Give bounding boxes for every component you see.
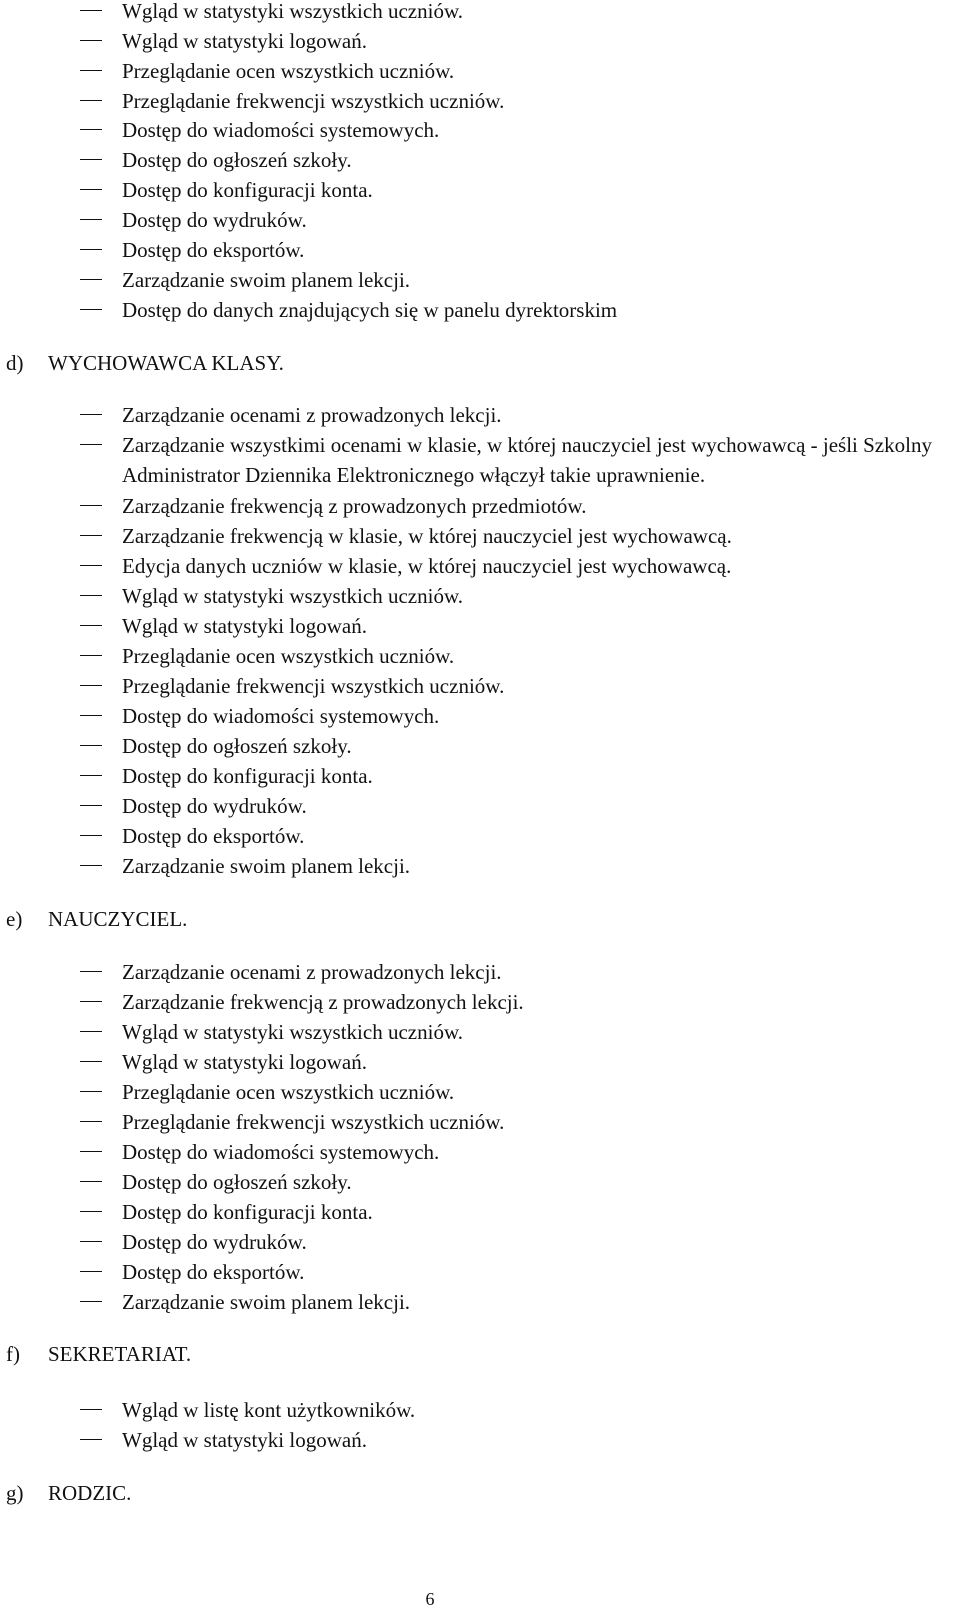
list-item: Wgląd w statystyki wszystkich uczniów. [122,1017,950,1047]
page-number: 6 [425,1589,435,1609]
dash-bullet [80,655,102,656]
list-item: Dostęp do ogłoszeń szkoły. [122,731,950,761]
dash-bullet [80,1001,102,1002]
list-item: Dostęp do ogłoszeń szkoły. [122,1167,950,1197]
dash-bullet [80,535,102,536]
list-item: Wgląd w listę kont użytkowników. [122,1395,950,1425]
list-item: Wgląd w statystyki logowań. [122,26,950,56]
dash-bullet [80,444,102,445]
list-item: Dostęp do konfiguracji konta. [122,175,950,205]
dash-bullet [80,189,102,190]
dash-bullet [80,505,102,506]
dash-bullet [80,1439,102,1440]
list-item: Dostęp do wiadomości systemowych. [122,701,950,731]
dash-bullet [80,1061,102,1062]
section-heading: d) WYCHOWAWCA KLASY. [6,351,284,375]
dash-bullet [80,565,102,566]
list-item: Dostęp do wiadomości systemowych. [122,1137,950,1167]
dash-bullet [80,309,102,310]
dash-bullet [80,1151,102,1152]
dash-bullet [80,1181,102,1182]
list-item: Dostęp do wydruków. [122,791,950,821]
list-item: Wgląd w statystyki wszystkich uczniów. [122,581,950,611]
dash-bullet [80,595,102,596]
list-item: Wgląd w statystyki wszystkich uczniów. [122,0,950,26]
dash-bullet [80,249,102,250]
list-item: Wgląd w statystyki logowań. [122,1047,950,1077]
dash-bullet [80,865,102,866]
list-item: Zarządzanie swoim planem lekcji. [122,265,950,295]
section-heading: e) NAUCZYCIEL. [6,907,188,931]
dash-bullet [80,1301,102,1302]
dash-bullet [80,745,102,746]
dash-bullet [80,219,102,220]
list-item: Zarządzanie ocenami z prowadzonych lekcji. [122,957,950,987]
dash-bullet [80,1121,102,1122]
list-item: Zarządzanie ocenami z prowadzonych lekcji. [122,400,950,430]
dash-bullet [80,805,102,806]
dash-bullet [80,835,102,836]
dash-bullet [80,279,102,280]
list-item: Dostęp do eksportów. [122,1257,950,1287]
list-item: Zarządzanie frekwencją w klasie, w której nauczyciel jest wychowawcą. [122,521,950,551]
list-item: Dostęp do eksportów. [122,821,950,851]
dash-bullet [80,1409,102,1410]
dash-bullet [80,775,102,776]
list-item: Dostęp do konfiguracji konta. [122,1197,950,1227]
dash-bullet [80,1241,102,1242]
section-heading: g) RODZIC. [6,1481,132,1505]
dash-bullet [80,971,102,972]
dash-bullet [80,100,102,101]
dash-bullet [80,1271,102,1272]
dash-bullet [80,625,102,626]
list-item: Zarządzanie frekwencją z prowadzonych przedmiotów. [122,491,950,521]
list-item: Dostęp do konfiguracji konta. [122,761,950,791]
dash-bullet [80,715,102,716]
list-item: Dostęp do wiadomości systemowych. [122,115,950,145]
list-item: Przeglądanie ocen wszystkich uczniów. [122,56,950,86]
dash-bullet [80,1091,102,1092]
list-item: Przeglądanie ocen wszystkich uczniów. [122,641,950,671]
dash-bullet [80,1211,102,1212]
section-heading: f) SEKRETARIAT. [6,1342,192,1366]
list-item: Zarządzanie swoim planem lekcji. [122,851,950,881]
dash-bullet [80,129,102,130]
list-item: Zarządzanie wszystkimi ocenami w klasie, w której nauczyciel jest wychowawcą - jeśli Szkolny Administrator Dziennika Elektronicznego włączył takie uprawnienie. [122,430,942,490]
list-item: Przeglądanie frekwencji wszystkich uczniów. [122,671,950,701]
list-item: Dostęp do wydruków. [122,205,950,235]
dash-bullet [80,1031,102,1032]
list-item: Przeglądanie frekwencji wszystkich uczniów. [122,1107,950,1137]
list-item: Dostęp do danych znajdujących się w panelu dyrektorskim [122,295,950,325]
list-item: Edycja danych uczniów w klasie, w której nauczyciel jest wychowawcą. [122,551,950,581]
dash-bullet [80,70,102,71]
list-item: Dostęp do eksportów. [122,235,950,265]
dash-bullet [80,10,102,11]
list-item: Dostęp do wydruków. [122,1227,950,1257]
list-item: Dostęp do ogłoszeń szkoły. [122,145,950,175]
list-item: Zarządzanie frekwencją z prowadzonych lekcji. [122,987,950,1017]
list-item: Przeglądanie frekwencji wszystkich uczniów. [122,86,950,116]
list-item: Wgląd w statystyki logowań. [122,611,950,641]
dash-bullet [80,159,102,160]
list-item: Zarządzanie swoim planem lekcji. [122,1287,950,1317]
dash-bullet [80,40,102,41]
list-item: Przeglądanie ocen wszystkich uczniów. [122,1077,950,1107]
list-item: Wgląd w statystyki logowań. [122,1425,950,1455]
dash-bullet [80,414,102,415]
dash-bullet [80,685,102,686]
